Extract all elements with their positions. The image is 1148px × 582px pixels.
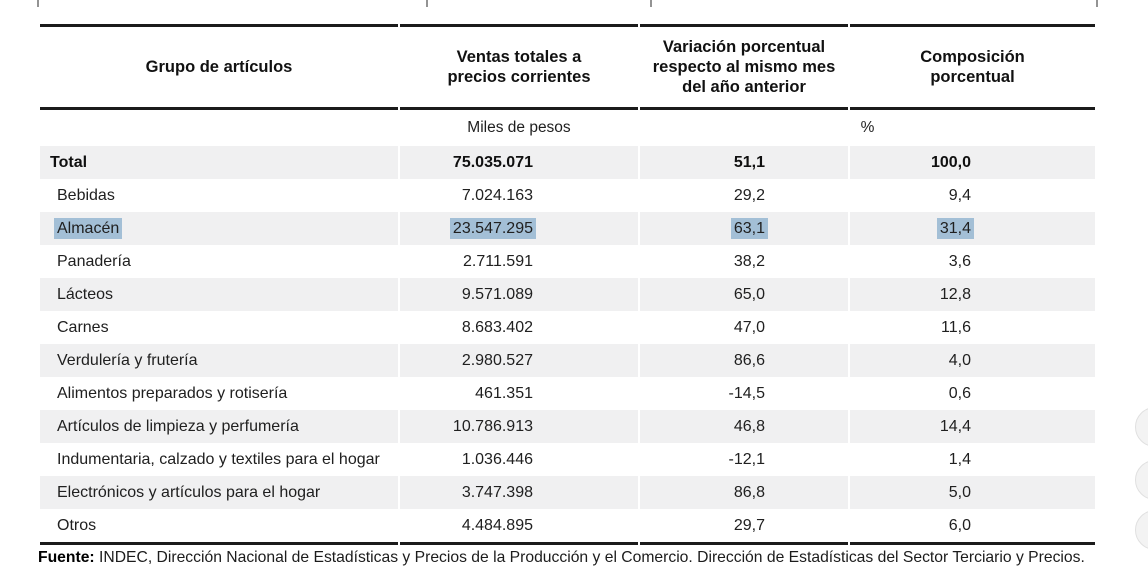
row-value-cell xyxy=(640,509,848,545)
table-row xyxy=(40,179,1095,212)
row-value-cell xyxy=(400,311,638,344)
cell-value: 31,4 xyxy=(937,218,974,239)
row-label: Indumentaria, calzado y textiles para el hogar xyxy=(57,450,380,468)
row-value-cell xyxy=(850,212,1095,245)
col-header-variacion-porcentual xyxy=(640,24,848,110)
table-row xyxy=(40,245,1095,278)
col-header-ventas-totales xyxy=(400,24,638,110)
row-label: Alimentos preparados y rotisería xyxy=(57,384,288,402)
row-value-cell xyxy=(640,476,848,509)
row-label-cell xyxy=(40,410,398,443)
cell-value: 3.747.398 xyxy=(461,483,533,501)
row-value-cell xyxy=(400,377,638,410)
cell-value: 1,4 xyxy=(948,450,971,468)
row-value-cell xyxy=(850,146,1095,179)
cell-value: 2.980.527 xyxy=(461,351,533,369)
cell-value: 5,0 xyxy=(948,483,971,501)
table-row xyxy=(40,476,1095,509)
cell-value: 461.351 xyxy=(475,384,533,402)
cell-value: 46,8 xyxy=(733,417,765,435)
cell-value: 75.035.071 xyxy=(452,153,533,171)
row-label: Verdulería y frutería xyxy=(57,351,198,369)
row-label: Carnes xyxy=(57,318,109,336)
row-label-cell xyxy=(40,212,398,245)
row-value-cell xyxy=(400,146,638,179)
cell-value: 2.711.591 xyxy=(463,252,533,270)
row-value-cell xyxy=(640,179,848,212)
row-label-cell xyxy=(40,344,398,377)
row-label-cell xyxy=(40,278,398,311)
cell-value: 8.683.402 xyxy=(461,318,533,336)
unit-miles-de-pesos: Miles de pesos xyxy=(467,119,571,136)
cell-value: 4.484.895 xyxy=(461,516,533,534)
cell-value: 86,8 xyxy=(733,483,765,501)
sales-by-article-group-table xyxy=(38,24,1097,545)
table-row xyxy=(40,443,1095,476)
cell-value: 9.571.089 xyxy=(461,285,533,303)
col-header-label: Grupo de artículos xyxy=(145,58,293,76)
row-label: Electrónicos y artículos para el hogar xyxy=(57,483,321,501)
row-value-cell xyxy=(640,146,848,179)
row-label: Lácteos xyxy=(57,285,114,303)
row-value-cell xyxy=(850,410,1095,443)
cell-value: 6,0 xyxy=(948,516,971,534)
cell-value: 3,6 xyxy=(948,252,971,270)
cell-value: 29,7 xyxy=(733,516,765,534)
cell-value: 9,4 xyxy=(948,186,971,204)
cell-value: 1.036.446 xyxy=(461,450,533,468)
row-label-cell xyxy=(40,476,398,509)
row-label-cell xyxy=(40,509,398,545)
cell-value: 63,1 xyxy=(731,218,768,239)
row-value-cell xyxy=(640,212,848,245)
row-value-cell xyxy=(850,476,1095,509)
table-header-row xyxy=(40,24,1095,110)
crop-tick xyxy=(1096,0,1098,7)
row-value-cell xyxy=(850,509,1095,545)
source-label: Fuente: xyxy=(38,549,95,566)
table-row xyxy=(40,311,1095,344)
row-value-cell xyxy=(640,245,848,278)
row-value-cell xyxy=(850,179,1095,212)
crop-tick xyxy=(650,0,652,7)
source-note xyxy=(38,548,1085,568)
edge-floating-button[interactable] xyxy=(1135,510,1148,550)
row-value-cell xyxy=(400,179,638,212)
cell-value: 38,2 xyxy=(733,252,765,270)
row-value-cell xyxy=(400,344,638,377)
cell-value: -14,5 xyxy=(728,384,765,402)
row-value-cell xyxy=(640,311,848,344)
row-value-cell xyxy=(400,245,638,278)
row-label-cell xyxy=(40,146,398,179)
table-body xyxy=(40,146,1095,545)
cell-value: 86,6 xyxy=(733,351,765,369)
row-value-cell xyxy=(400,476,638,509)
cell-value: 51,1 xyxy=(733,153,765,171)
row-value-cell xyxy=(640,377,848,410)
row-value-cell xyxy=(400,278,638,311)
row-value-cell xyxy=(640,410,848,443)
row-value-cell xyxy=(640,278,848,311)
col-header-label: Variación porcentual respecto al mismo mes del año anterior xyxy=(652,38,836,96)
cell-value: 47,0 xyxy=(733,318,765,336)
row-label-cell xyxy=(40,443,398,476)
row-label-cell xyxy=(40,179,398,212)
cell-value: 12,8 xyxy=(939,285,971,303)
row-value-cell xyxy=(400,443,638,476)
row-value-cell xyxy=(850,278,1095,311)
table-row xyxy=(40,377,1095,410)
row-value-cell xyxy=(640,344,848,377)
row-label: Almacén xyxy=(54,218,122,239)
table-row xyxy=(40,410,1095,443)
row-label: Bebidas xyxy=(57,186,115,204)
crop-tick xyxy=(426,0,428,7)
row-label-cell xyxy=(40,311,398,344)
table-row xyxy=(40,146,1095,179)
units-row-spacer xyxy=(40,110,398,146)
col-header-composicion-porcentual xyxy=(850,24,1095,110)
cell-value: 0,6 xyxy=(948,384,971,402)
row-value-cell xyxy=(850,311,1095,344)
edge-floating-button[interactable] xyxy=(1135,407,1148,447)
cell-value: 4,0 xyxy=(948,351,971,369)
cell-value: 14,4 xyxy=(939,417,971,435)
col-header-label: Ventas totales a precios corrientes xyxy=(447,48,591,86)
row-label-cell xyxy=(40,245,398,278)
cell-value: -12,1 xyxy=(728,450,765,468)
table-row xyxy=(40,344,1095,377)
row-label: Panadería xyxy=(57,252,131,270)
row-label: Otros xyxy=(57,516,97,534)
row-value-cell xyxy=(640,443,848,476)
row-value-cell xyxy=(850,377,1095,410)
cell-value: 7.024.163 xyxy=(461,186,533,204)
row-label: Artículos de limpieza y perfumería xyxy=(57,417,299,435)
table-row xyxy=(40,278,1095,311)
row-value-cell xyxy=(850,443,1095,476)
row-value-cell xyxy=(400,410,638,443)
col-header-grupo-de-articulos xyxy=(40,24,398,110)
col-header-label: Composición porcentual xyxy=(920,48,1025,86)
row-value-cell xyxy=(400,509,638,545)
crop-tick xyxy=(37,0,39,7)
source-text: INDEC, Dirección Nacional de Estadísticas y Precios de la Producción y el Comercio. Dirección de Estadísticas del Sector Terciario y Precios. xyxy=(94,549,1085,566)
row-value-cell xyxy=(850,245,1095,278)
cell-value: 10.786.913 xyxy=(452,417,533,435)
units-row xyxy=(40,110,1095,146)
row-value-cell xyxy=(400,212,638,245)
row-label-cell xyxy=(40,377,398,410)
unit-percent: % xyxy=(860,119,875,136)
cell-value: 100,0 xyxy=(930,153,971,171)
cell-value: 11,6 xyxy=(941,318,971,336)
cell-value: 29,2 xyxy=(733,186,765,204)
edge-floating-button[interactable] xyxy=(1135,460,1148,500)
table-row xyxy=(40,509,1095,545)
cell-value: 23.547.295 xyxy=(450,218,536,239)
table-row xyxy=(40,212,1095,245)
row-label: Total xyxy=(50,153,88,171)
row-value-cell xyxy=(850,344,1095,377)
cell-value: 65,0 xyxy=(733,285,765,303)
